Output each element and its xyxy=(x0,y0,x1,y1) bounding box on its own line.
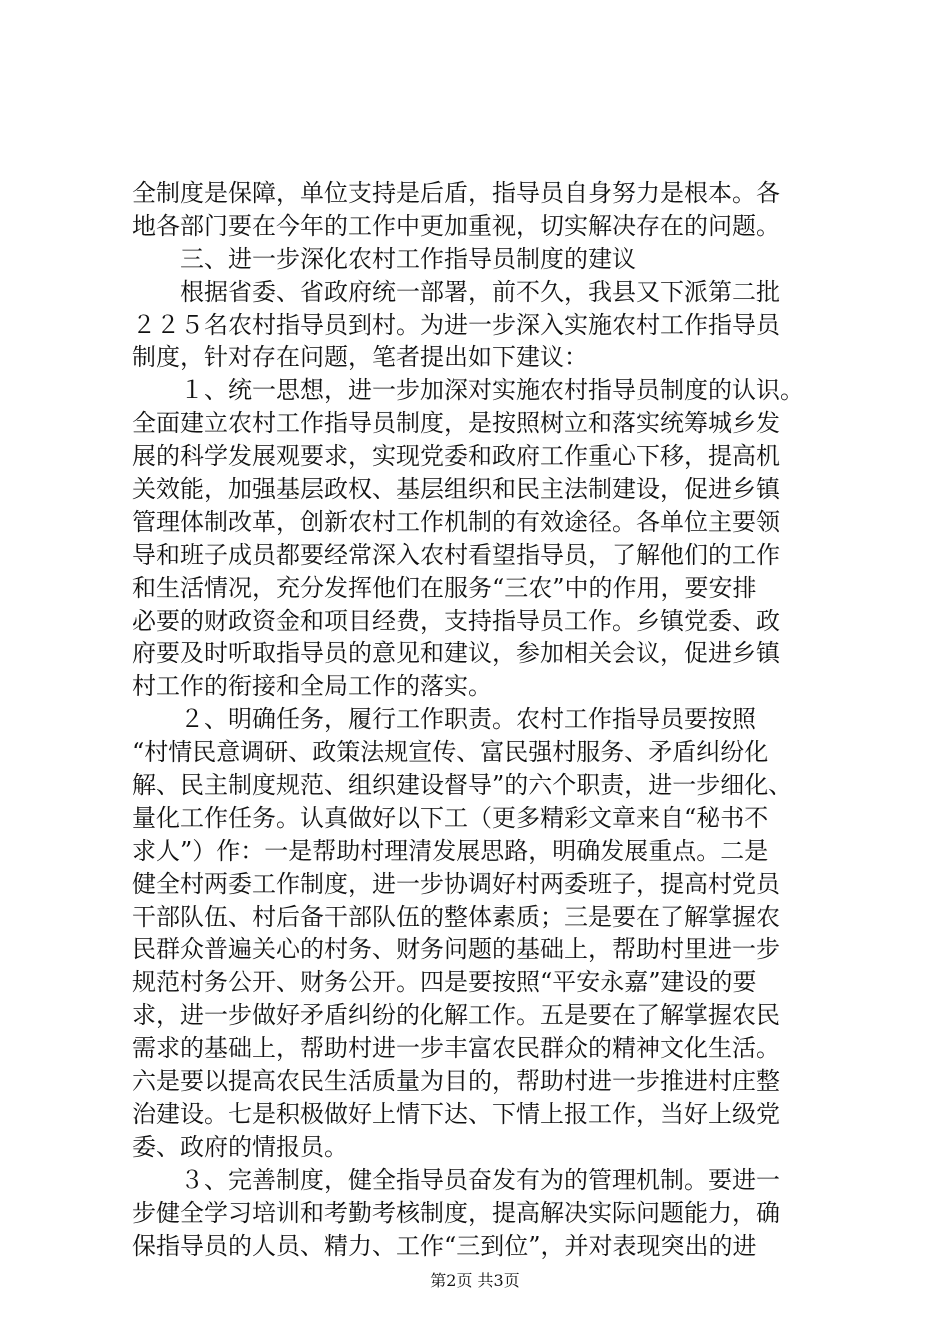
text-line: 量化工作任务。认真做好以下工（更多精彩文章来自“秘书不 xyxy=(132,803,769,832)
text-line: 村工作的衔接和全局工作的落实。 xyxy=(132,672,492,701)
text-line: ３、完善制度，健全指导员奋发有为的管理机制。要进一 xyxy=(132,1165,780,1194)
text-line: 委、政府的情报员。 xyxy=(132,1132,348,1161)
text-line: 关效能，加强基层政权、基层组织和民主法制建设，促进乡镇 xyxy=(132,475,780,504)
text-line: 和生活情况，充分发挥他们在服务“三农”中的作用，要安排 xyxy=(132,573,757,602)
text-line: 健全村两委工作制度，进一步协调好村两委班子，提高村党员 xyxy=(132,869,780,898)
text-line: 根据省委、省政府统一部署，前不久，我县又下派第二批 xyxy=(132,277,780,306)
text-line: ２２５名农村指导员到村。为进一步深入实施农村工作指导员 xyxy=(132,310,780,339)
page-number-footer: 第2页 共3页 xyxy=(430,1271,520,1290)
text-line: 地各部门要在今年的工作中更加重视，切实解决存在的问题。 xyxy=(132,211,780,240)
text-line: 导和班子成员都要经常深入农村看望指导员，了解他们的工作 xyxy=(132,540,780,569)
text-line: 求，进一步做好矛盾纠纷的化解工作。五是要在了解掌握农民 xyxy=(132,1001,780,1030)
text-line: 干部队伍、村后备干部队伍的整体素质；三是要在了解掌握农 xyxy=(132,902,780,931)
text-line: 解、民主制度规范、组织建设督导”的六个职责，进一步细化、 xyxy=(132,771,793,800)
text-line: 制度，针对存在问题，笔者提出如下建议： xyxy=(132,343,588,372)
text-line: 管理体制改革，创新农村工作机制的有效途径。各单位主要领 xyxy=(132,507,780,536)
text-line: 展的科学发展观要求，实现党委和政府工作重心下移，提高机 xyxy=(132,442,780,471)
section-heading: 三、进一步深化农村工作指导员制度的建议 xyxy=(132,244,636,273)
text-line: 全面建立农村工作指导员制度，是按照树立和落实统筹城乡发 xyxy=(132,409,780,438)
text-line: 规范村务公开、财务公开。四是要按照“平安永嘉”建设的要 xyxy=(132,968,757,997)
text-line: 保指导员的人员、精力、工作“三到位”，并对表现突出的进 xyxy=(132,1231,757,1260)
text-line: 治建设。七是积极做好上情下达、下情上报工作，当好上级党 xyxy=(132,1099,780,1128)
text-line: １、统一思想，进一步加深对实施农村指导员制度的认识。 xyxy=(132,376,804,405)
body-text xyxy=(132,177,832,1262)
text-line: 求人”）作：一是帮助村理清发展思路，明确发展重点。二是 xyxy=(132,836,769,865)
text-line: 全制度是保障，单位支持是后盾，指导员自身努力是根本。各 xyxy=(132,179,780,207)
text-line: ２、明确任务，履行工作职责。农村工作指导员要按照 xyxy=(132,705,756,734)
text-line: 府要及时听取指导员的意见和建议，参加相关会议，促进乡镇 xyxy=(132,639,780,668)
text-line: 必要的财政资金和项目经费，支持指导员工作。乡镇党委、政 xyxy=(132,606,780,635)
text-line: 步健全学习培训和考勤考核制度，提高解决实际问题能力，确 xyxy=(132,1198,780,1227)
text-line: 民群众普遍关心的村务、财务问题的基础上，帮助村里进一步 xyxy=(132,935,780,964)
text-line: “村情民意调研、政策法规宣传、富民强村服务、矛盾纠纷化 xyxy=(132,738,769,767)
text-line: 六是要以提高农民生活质量为目的，帮助村进一步推进村庄整 xyxy=(132,1067,780,1096)
text-line: 需求的基础上，帮助村进一步丰富农民群众的精神文化生活。 xyxy=(132,1034,780,1063)
